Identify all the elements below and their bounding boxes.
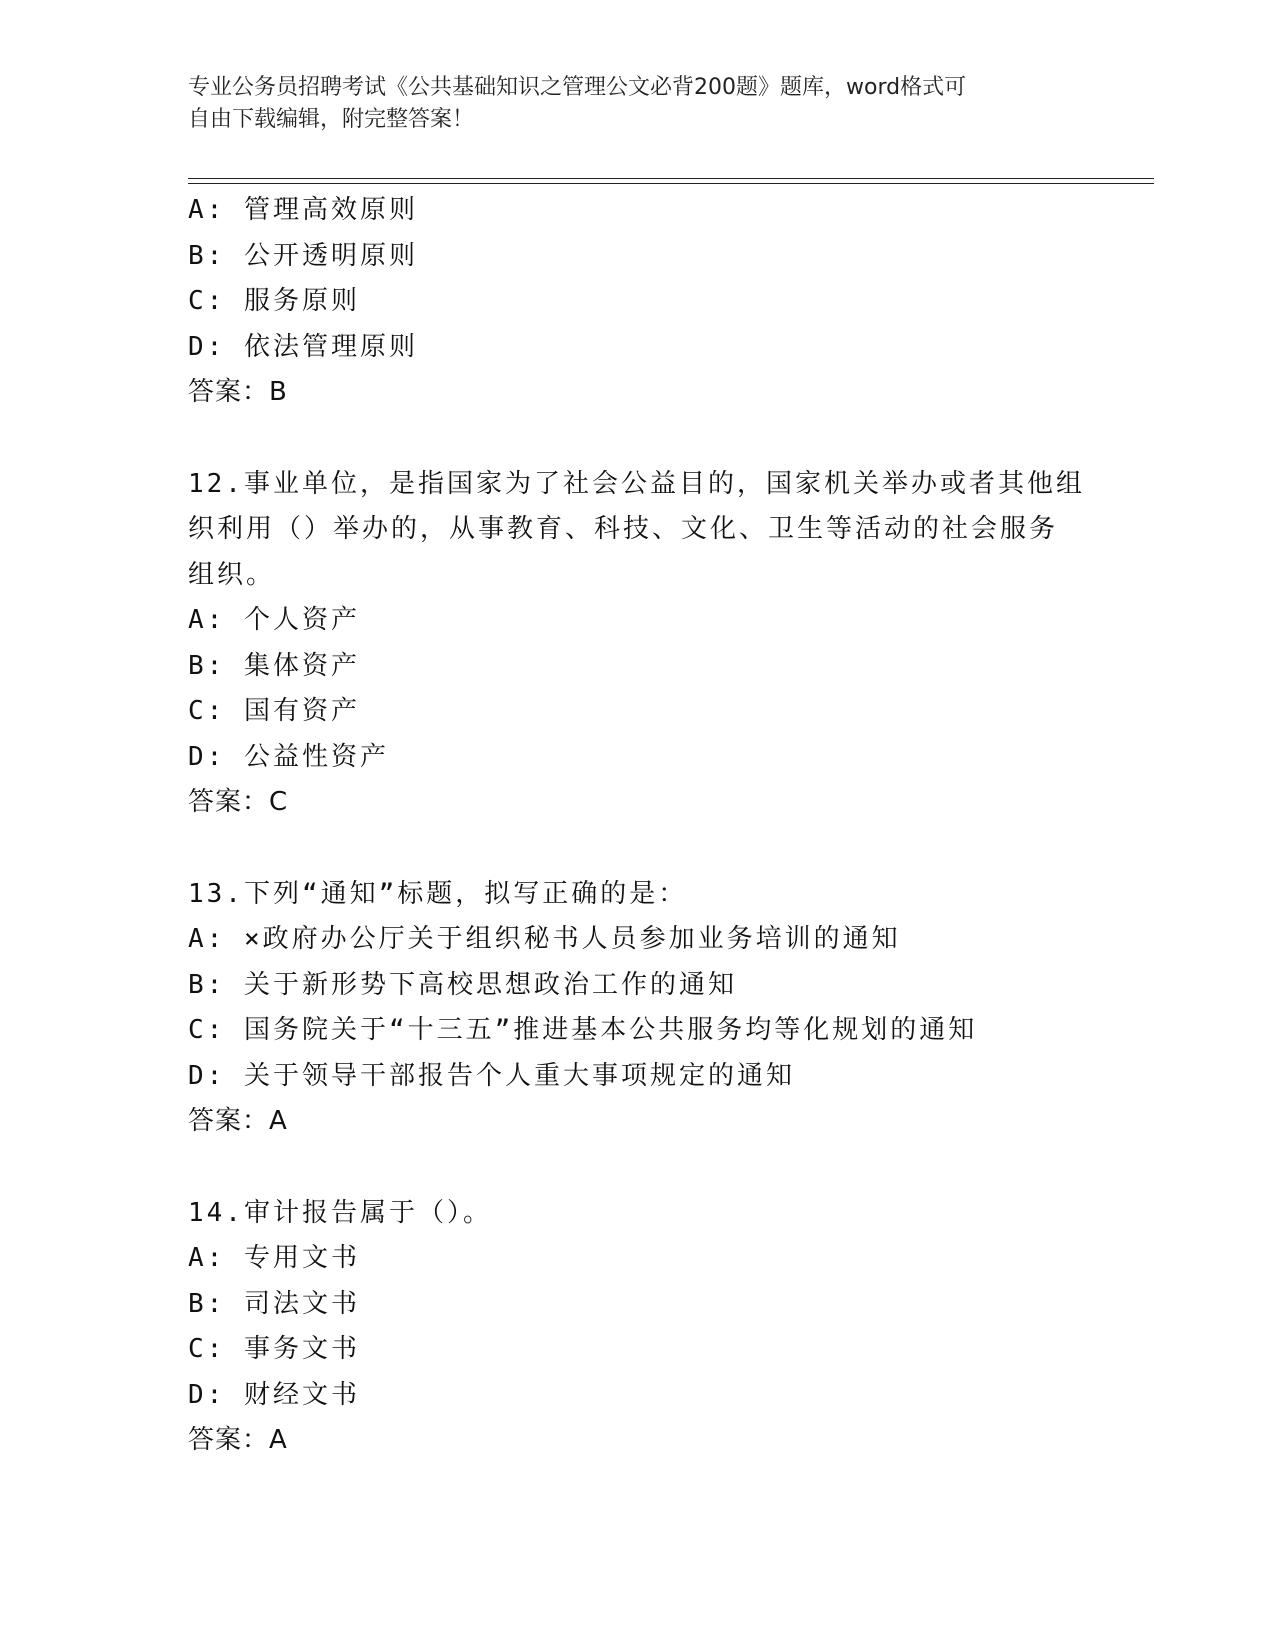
question-stem: 13.下列“通知”标题，拟写正确的是： bbox=[188, 878, 688, 909]
option-d: D: 财经文书 bbox=[188, 1379, 360, 1410]
option-c: C: 服务原则 bbox=[188, 286, 360, 316]
option-c: C: 国务院关于“十三五”推进基本公共服务均等化规划的通知 bbox=[188, 1015, 978, 1045]
option-a: A: 管理高效原则 bbox=[188, 195, 418, 225]
option-d: D: 公益性资产 bbox=[188, 741, 389, 772]
question-stem: 14.审计报告属于（）。 bbox=[188, 1197, 492, 1228]
answer-line: 答案：B bbox=[188, 377, 288, 407]
question-14 bbox=[188, 1191, 1088, 1464]
question-list bbox=[188, 188, 1088, 1464]
option-d: D: 依法管理原则 bbox=[188, 331, 418, 362]
option-c: C: 事务文书 bbox=[188, 1334, 360, 1364]
header-line-2: 自由下载编辑，附完整答案！ bbox=[188, 107, 475, 132]
option-d: D: 关于领导干部报告个人重大事项规定的通知 bbox=[188, 1060, 795, 1091]
answer-line: 答案：A bbox=[188, 1106, 288, 1136]
option-b: B: 集体资产 bbox=[188, 650, 360, 681]
question-11 bbox=[188, 188, 1088, 416]
option-c: C: 国有资产 bbox=[188, 696, 360, 726]
question-stem: 12.事业单位，是指国家为了社会公益目的，国家机关举办或者其他组 织利用（）举办的，从事教育、科技、文化、卫生等活动的社会服务 组织。 bbox=[188, 468, 1085, 590]
option-a: A: 个人资产 bbox=[188, 605, 360, 635]
option-b: B: 公开透明原则 bbox=[188, 240, 418, 271]
header-divider-top bbox=[188, 178, 1154, 179]
option-b: B: 司法文书 bbox=[188, 1288, 360, 1319]
option-a: A: 专用文书 bbox=[188, 1243, 360, 1273]
question-12 bbox=[188, 462, 1088, 826]
question-13 bbox=[188, 872, 1088, 1145]
option-a: A: ×政府办公厅关于组织秘书人员参加业务培训的通知 bbox=[188, 924, 901, 954]
option-b: B: 关于新形势下高校思想政治工作的通知 bbox=[188, 969, 737, 1000]
answer-line: 答案：A bbox=[188, 1425, 288, 1455]
answer-line: 答案：C bbox=[188, 787, 289, 817]
header-divider-bottom bbox=[188, 183, 1154, 184]
document-header bbox=[188, 72, 1088, 136]
header-line-1: 专业公务员招聘考试《公共基础知识之管理公文必背200题》题库，word格式可 bbox=[188, 75, 967, 100]
